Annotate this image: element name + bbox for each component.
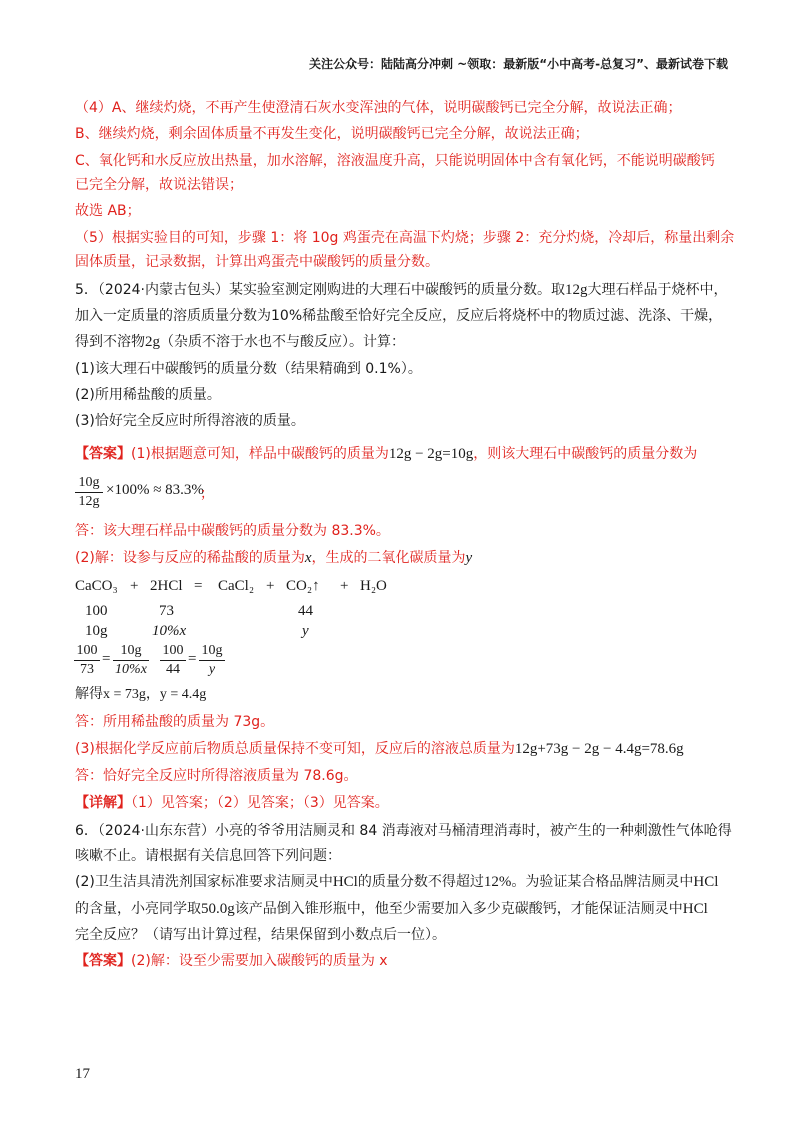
answer-5-line-1: 【答案】(1)根据题意可知，样品中碳酸钙的质量为12g − 2g=10g，则该大理石中碳酸钙的质量分数为 [75,446,698,462]
ratio1-left-fraction: $\frac{100}{73}$ [74,642,100,679]
problem-6-line-1: 6．（2024·山东东营）小亮的爷爷用洁厕灵和 84 消毒液对马桶清理消毒时，被产生的一种刺激性气体呛得 [75,823,732,839]
answer-5-conclusion-2: 答：所用稀盐酸的质量为 73g。 [75,714,275,730]
problem-6-line-5: 完全反应？（请写出计算过程，结果保留到小数点后一位）。 [75,927,446,943]
ratio2-right-fraction: $\frac{10g}{y}$ [199,642,225,679]
eq-value-caco3: 10g [85,623,108,639]
problem-5-question-1: (1)该大理石中碳酸钙的质量分数（结果精确到 0.1%）。 [75,361,422,377]
q4-line-1: （4）A、继续灼烧，不再产生使澄清石灰水变浑浊的气体，说明碳酸钙已完全分解，故说法正确； [75,100,682,116]
problem-5-line-3: 得到不溶物2g（杂质不溶于水也不与酸反应）。计算： [75,334,405,350]
q4-line-4: 已完全分解，故说法错误； [75,177,243,193]
answer-5-conclusion-1: 答：该大理石样品中碳酸钙的质量分数为 83.3%。 [75,523,390,539]
eq-mass-hcl: 73 [159,603,174,619]
page-number: 17 [75,1066,90,1082]
answer-5-line-setup: (2)解：设参与反应的稀盐酸的质量为x，生成的二氧化碳质量为y [75,550,473,566]
eq-equals: = [194,578,203,594]
percent-fraction: $\frac{10g}{12g}$ [75,474,103,511]
problem-5-question-3: (3)恰好完全反应时所得溶液的质量。 [75,413,305,429]
ratio2-left-fraction: $\frac{100}{44}$ [160,642,186,679]
q4-line-3: C、氧化钙和水反应放出热量，加水溶解，溶液温度升高，只能说明固体中含有氧化钙，不能说明碳酸钙 [75,153,715,169]
percent-semicolon: ； [200,486,214,502]
eq-plus-3: + [340,578,349,594]
eq-value-hcl: 10%x [152,623,187,639]
problem-5-line-1: 5．（2024·内蒙古包头）某实验室测定刚购进的大理石中碳酸钙的质量分数。取12g大理石样品于烧杯中， [75,282,728,298]
problem-5-question-2: (2)所用稀盐酸的质量。 [75,387,221,403]
eq-hcl: 2HCl [150,578,183,594]
q4-choice: 故选 AB； [75,203,141,219]
problem-6-line-2: 咳嗽不止。请根据有关信息回答下列问题： [75,848,341,864]
q5-answer-line-1: （5）根据实验目的可知，步骤 1：将 10g 鸡蛋壳在高温下灼烧；步骤 2：充分灼烧，冷却后，称量出剩余 [75,230,735,246]
answer-6-line-1: 【答案】(2)解：设至少需要加入碳酸钙的质量为 x [75,953,388,969]
ratio1-equals: = [102,651,111,667]
eq-h2o: H₂O [360,578,387,594]
eq-mass-co2: 44 [298,603,313,619]
eq-value-co2: y [302,623,309,639]
q5-answer-line-2: 固体质量，记录数据，计算出鸡蛋壳中碳酸钙的质量分数。 [75,254,439,270]
eq-plus-1: + [130,578,139,594]
q4-line-2: B、继续灼烧，剩余固体质量不再发生变化，说明碳酸钙已完全分解，故说法正确； [75,126,589,142]
detail-line: 【详解】（1）见答案；（2）见答案；（3）见答案。 [75,795,389,811]
problem-6-line-4: 的含量，小亮同学取50.0g该产品倒入锥形瓶中，他至少需要加入多少克碳酸钙，才能保证洁厕灵中HCl [75,901,708,917]
eq-mass-caco3: 100 [85,603,108,619]
solve-result: 解得x = 73g，y = 4.4g [75,687,207,702]
eq-caco3: CaCO₃ [75,578,118,594]
answer-5-line-3: (3)根据化学反应前后物质总质量保持不变可知，反应后的溶液总质量为12g+73g − 2g − 4.4g=78.6g [75,741,684,757]
page-header: 关注公众号：陆陆高分冲刺 ~领取：最新版“小中高考-总复习”、最新试卷下载 [309,57,728,71]
ratio2-equals: = [188,651,197,667]
percent-result: ×100% ≈ 83.3% [106,482,204,498]
eq-plus-2: + [266,578,275,594]
problem-5-line-2: 加入一定质量的溶质质量分数为10%稀盐酸至恰好完全反应，反应后将烧杯中的物质过滤、洗涤、干燥， [75,308,723,324]
answer-5-conclusion-3: 答：恰好完全反应时所得溶液质量为 78.6g。 [75,768,358,784]
problem-6-line-3: (2)卫生洁具清洗剂国家标准要求洁厕灵中HCl的质量分数不得超过12%。为验证某合格品牌洁厕灵中HCl [75,874,719,890]
eq-co2: CO₂↑ [286,578,320,594]
eq-cacl2: CaCl₂ [218,578,255,594]
ratio1-right-fraction: $\frac{10g}{10\%x}$ [113,642,149,679]
